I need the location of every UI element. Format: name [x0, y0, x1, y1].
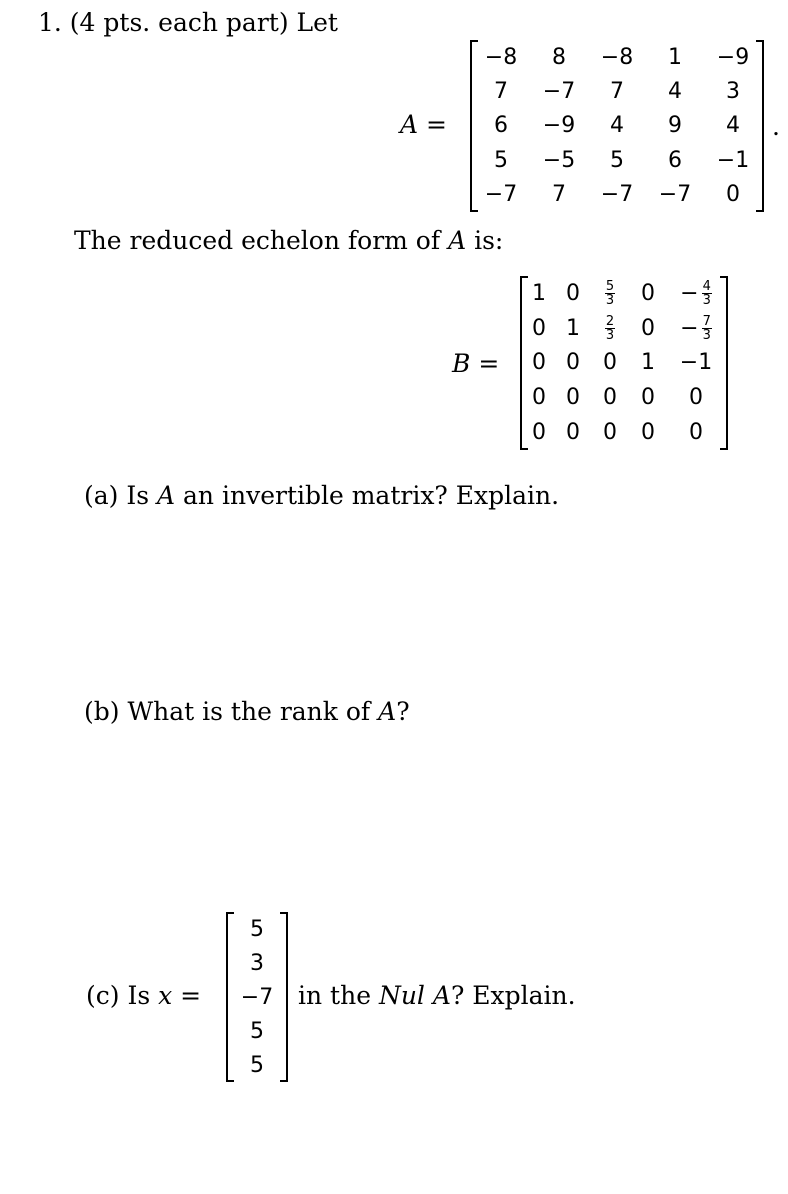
negative-fraction [680, 315, 712, 342]
space [425, 981, 433, 1010]
matrix-b-cell [590, 311, 630, 346]
minus-sign: − [680, 280, 699, 306]
rref-text-2: is: [466, 226, 504, 255]
fraction-numerator: 2 [605, 313, 615, 329]
matrix-b-cell: 0 [641, 385, 655, 411]
matrix-b [520, 276, 728, 450]
matrix-b-cell: 0 [532, 385, 546, 411]
matrix-b-cell: 0 [689, 385, 703, 411]
vector-x-cell: 5 [250, 916, 264, 942]
matrix-a-cell: 7 [610, 79, 624, 105]
vector-x-cell: −7 [240, 984, 274, 1010]
matrix-b-cell: 0 [566, 280, 580, 306]
matrix-a-cell: −7 [484, 182, 518, 208]
matrix-b-cell: 0 [603, 385, 617, 411]
matrix-b-cell: 0 [689, 420, 703, 446]
fraction-denominator: 3 [605, 327, 615, 343]
part-c-text-3: ? Explain. [450, 981, 576, 1010]
vector-x-cell: 5 [250, 1052, 264, 1078]
fraction-denominator: 3 [702, 292, 711, 308]
matrix-b-cell: 0 [641, 420, 655, 446]
matrix-b-cell: 0 [641, 315, 655, 341]
vector-x [226, 912, 288, 1082]
matrix-b-cell: 0 [566, 420, 580, 446]
part-a-text-1: (a) Is [84, 481, 158, 510]
matrix-a-cell: 4 [726, 113, 740, 139]
matrix-a-cell: −9 [716, 44, 750, 70]
var-b: B [452, 349, 471, 378]
part-a-text-2: an invertible matrix? Explain. [175, 481, 560, 510]
matrix-a-cell: 0 [726, 182, 740, 208]
equals-sign: = [426, 110, 447, 139]
matrix-a-cell: 7 [494, 79, 508, 105]
fraction [702, 280, 712, 307]
matrix-b-cell: 0 [532, 315, 546, 341]
matrix-a-cell: −9 [542, 113, 576, 139]
matrix-a-cell: 5 [494, 147, 508, 173]
part-b-text-2: ? [396, 697, 410, 726]
matrix-a-cell: −1 [716, 147, 750, 173]
part-c-text-2: in the [298, 981, 379, 1010]
matrix-b-label [452, 349, 499, 378]
fraction-numerator: 4 [702, 278, 711, 294]
equals-sign: = [478, 349, 500, 378]
matrix-a-cell: 8 [552, 44, 566, 70]
matrix-b-cell: 0 [603, 350, 617, 376]
matrix-b-cell [590, 276, 630, 311]
matrix-a-cell: 6 [494, 113, 508, 139]
matrix-b-cell: 0 [532, 350, 546, 376]
part-a-var: A [157, 481, 176, 510]
problem-header: 1. (4 pts. each part) Let [38, 8, 338, 37]
matrix-b-cell [666, 276, 726, 311]
part-c-text-1: (c) Is [86, 981, 159, 1010]
matrix-a [470, 40, 764, 212]
part-c-var-x: x [158, 981, 173, 1010]
matrix-a-label [400, 110, 447, 139]
matrix-a-cell: 4 [610, 113, 624, 139]
matrix-a-cell: −8 [600, 44, 634, 70]
matrix-b-cell: 1 [532, 280, 546, 306]
part-a-question [84, 481, 559, 510]
matrix-a-cell: −7 [600, 182, 634, 208]
fraction-numerator: 7 [702, 313, 711, 329]
matrix-b-cell: 0 [566, 350, 580, 376]
part-c-suffix [298, 981, 576, 1010]
minus-sign: − [680, 315, 699, 341]
matrix-a-cell: 3 [726, 79, 740, 105]
fraction [702, 315, 712, 342]
part-c-var-a: A [432, 981, 451, 1010]
matrix-b-cell: 1 [566, 315, 580, 341]
matrix-b-cell [666, 311, 726, 346]
matrix-a-cell: −8 [484, 44, 518, 70]
nul-operator: Nul [378, 981, 425, 1010]
negative-fraction [680, 280, 712, 307]
fraction-denominator: 3 [702, 327, 711, 343]
part-b-var: A [378, 697, 397, 726]
vector-x-cell: 5 [250, 1018, 264, 1044]
matrix-a-cell: 9 [668, 113, 682, 139]
matrix-b-cell: 0 [641, 280, 655, 306]
period: . [772, 112, 780, 141]
matrix-a-cell: 6 [668, 147, 682, 173]
matrix-a-cell: −7 [542, 79, 576, 105]
matrix-b-cell: 0 [566, 385, 580, 411]
rref-text-1: The reduced echelon form of [74, 226, 449, 255]
matrix-b-cell: −1 [679, 350, 713, 376]
matrix-b-cell: 1 [641, 350, 655, 376]
matrix-a-cell: 1 [668, 44, 682, 70]
equals-sign: = [180, 981, 202, 1010]
vector-x-cell: 3 [250, 950, 264, 976]
fraction-numerator: 5 [605, 278, 615, 294]
matrix-b-cell: 0 [532, 420, 546, 446]
fraction [605, 280, 615, 307]
part-c-prefix [86, 981, 201, 1010]
matrix-a-cell: 7 [552, 182, 566, 208]
matrix-a-cell: −7 [658, 182, 692, 208]
part-b-text-1: (b) What is the rank of [84, 697, 379, 726]
fraction-denominator: 3 [605, 292, 615, 308]
rref-var-a: A [448, 226, 467, 255]
rref-statement [74, 226, 503, 255]
fraction [605, 315, 615, 342]
matrix-a-cell: 5 [610, 147, 624, 173]
part-b-question [84, 697, 410, 726]
matrix-b-cell: 0 [603, 420, 617, 446]
var-a: A [400, 110, 419, 139]
matrix-a-cell: −5 [542, 147, 576, 173]
matrix-a-cell: 4 [668, 79, 682, 105]
